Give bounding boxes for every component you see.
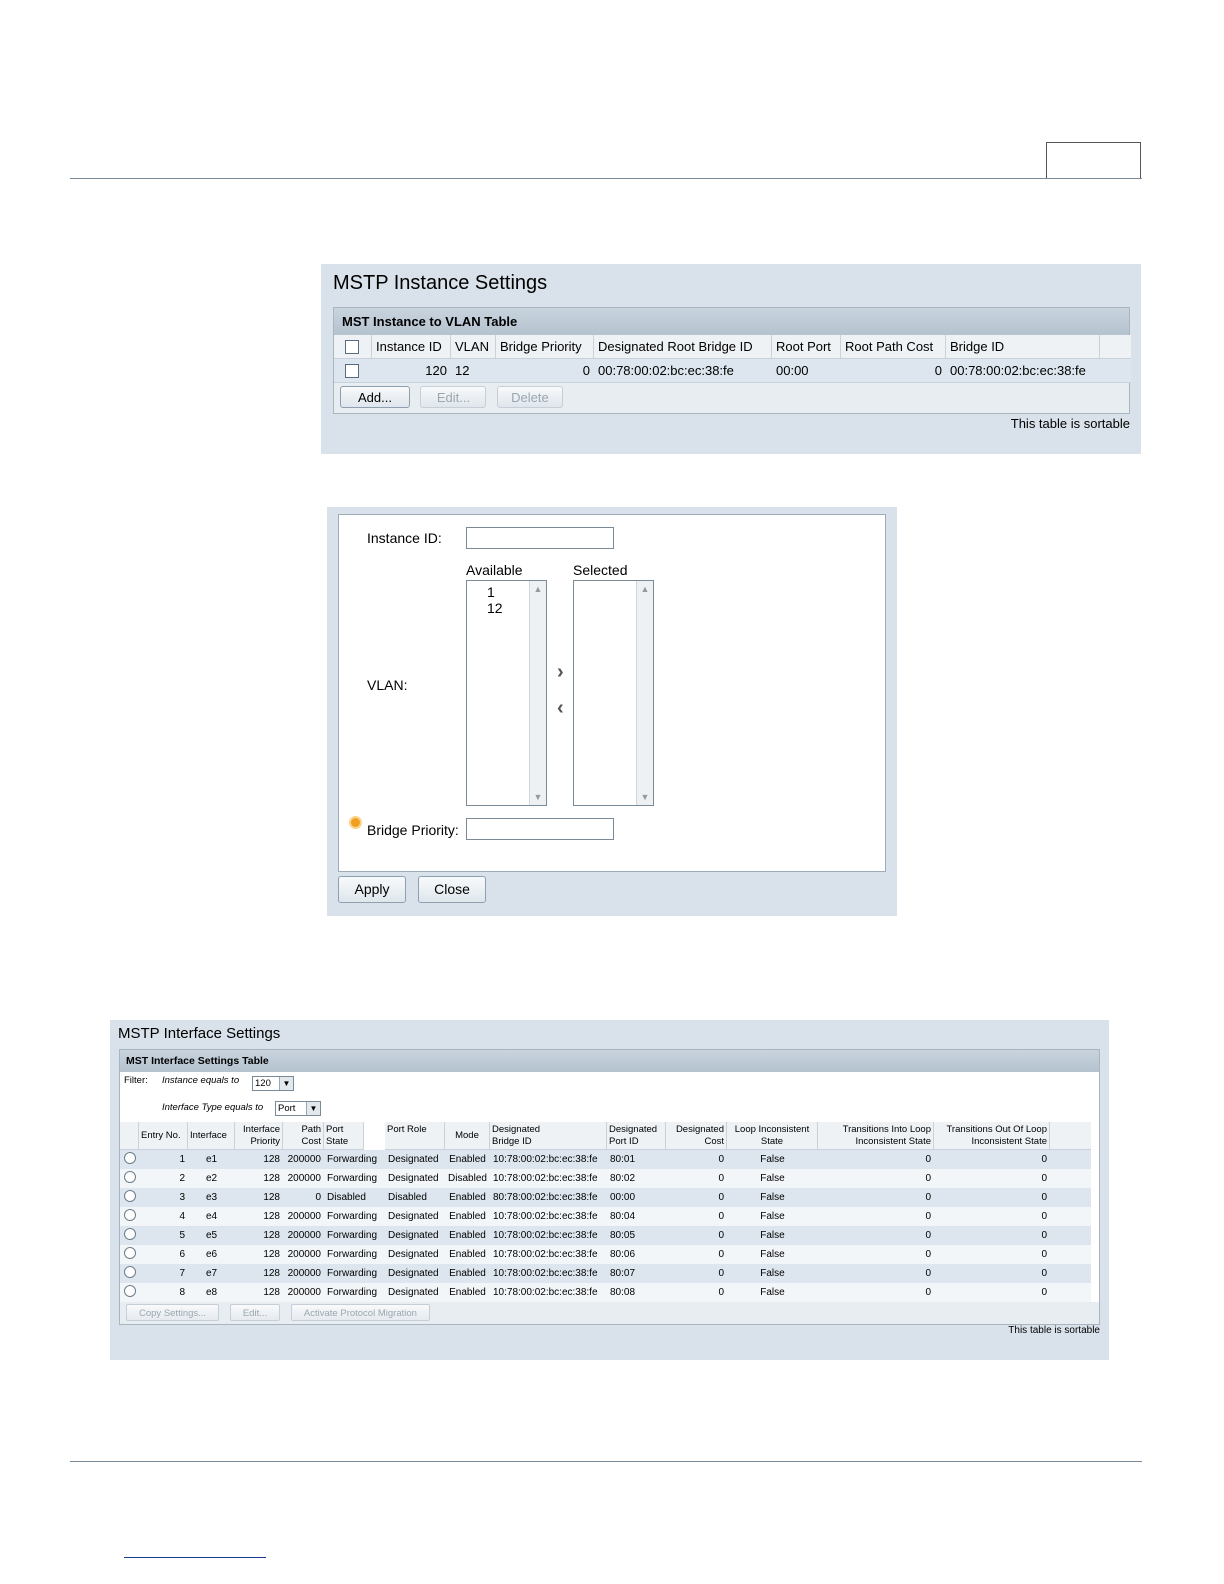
col-header-mode[interactable]: Mode [445,1122,490,1150]
type-filter-select[interactable] [275,1101,321,1116]
cell-bridge-priority: 0 [496,359,594,383]
cell-designated-cost: 0 [666,1188,727,1207]
row-radio-cell [120,1150,139,1169]
move-left-icon[interactable]: ‹ [557,697,564,719]
mst-interface-settings-table [119,1049,1100,1325]
bridge-priority-label: Bridge Priority: [367,822,459,838]
cell-designated-cost: 0 [666,1283,727,1302]
table-grid [334,335,1129,383]
row-filler [1050,1188,1091,1207]
row-radio-cell [120,1283,139,1302]
col-header-filler [1100,335,1131,359]
cell-mode: Enabled [445,1188,490,1207]
cell-designated-bridge-id: 10:78:00:02:bc:ec:38:fe [490,1264,607,1283]
cell-port-role: Designated [385,1283,445,1302]
cell-path-cost: 200000 [283,1226,324,1245]
instance-filter-select[interactable] [252,1076,294,1091]
type-filter-value: Port [278,1103,296,1114]
col-header-designated-cost[interactable]: Designated Cost [666,1122,727,1150]
cell-interface-priority: 128 [235,1245,283,1264]
cell-interface: e3 [188,1188,235,1207]
row-radio-cell [120,1226,139,1245]
interface-grid [120,1122,1099,1302]
move-right-icon[interactable]: › [557,661,564,683]
cell-entry-no: 1 [139,1150,188,1169]
cell-entry-no: 4 [139,1207,188,1226]
cell-entry-no: 5 [139,1226,188,1245]
col-header-port-role[interactable]: Port Role [385,1122,445,1150]
cell-transitions-out-of: 0 [934,1226,1050,1245]
cell-designated-cost: 0 [666,1245,727,1264]
cell-mode: Enabled [445,1207,490,1226]
cell-mode: Enabled [445,1283,490,1302]
row-radio-button[interactable] [124,1152,136,1164]
header-rule [70,178,1142,179]
cell-designated-bridge-id: 10:78:00:02:bc:ec:38:fe [490,1207,607,1226]
row-radio-button[interactable] [124,1247,136,1259]
table-button-bar [334,383,1129,413]
col-header-interface[interactable]: Interface [188,1122,235,1150]
cell-port-state: Forwarding [324,1245,385,1264]
cell-path-cost: 200000 [283,1150,324,1169]
row-radio-cell [120,1245,139,1264]
cell-port-role: Designated [385,1245,445,1264]
cell-designated-port-id: 80:02 [607,1169,666,1188]
cell-entry-no: 3 [139,1188,188,1207]
cell-transitions-into: 0 [818,1169,934,1188]
row-radio-button[interactable] [124,1266,136,1278]
cell-designated-bridge-id: 80:78:00:02:bc:ec:38:fe [490,1188,607,1207]
cell-designated-port-id: 80:01 [607,1150,666,1169]
row-radio-button[interactable] [124,1209,136,1221]
cell-designated-port-id: 80:08 [607,1283,666,1302]
cell-mode: Disabled [445,1169,490,1188]
col-header-path-cost[interactable]: Path Cost [283,1122,324,1150]
cell-entry-no: 7 [139,1264,188,1283]
cell-interface: e8 [188,1283,235,1302]
mstp-instance-settings-panel [321,264,1141,454]
cell-transitions-out-of: 0 [934,1264,1050,1283]
cell-designated-cost: 0 [666,1207,727,1226]
copy-settings-button[interactable]: Copy Settings... [126,1304,219,1321]
cell-interface-priority: 128 [235,1169,283,1188]
cell-port-state: Forwarding [324,1169,385,1188]
cell-designated-port-id: 80:04 [607,1207,666,1226]
col-header-transitions-out-of[interactable]: Transitions Out Of Loop Inconsistent State [934,1122,1050,1150]
row-filler [1050,1169,1091,1188]
cell-designated-bridge-id: 10:78:00:02:bc:ec:38:fe [490,1283,607,1302]
footer-rule [70,1461,1142,1462]
chevron-down-icon[interactable]: ▼ [306,1102,320,1115]
cell-designated-port-id: 80:05 [607,1226,666,1245]
cell-designated-cost: 0 [666,1150,727,1169]
cell-interface-priority: 128 [235,1207,283,1226]
cell-loop-inconsistent-state: False [727,1283,818,1302]
cell-port-role: Designated [385,1169,445,1188]
cell-loop-inconsistent-state: False [727,1150,818,1169]
cell-port-state: Forwarding [324,1283,385,1302]
apply-button[interactable]: Apply [338,876,406,903]
add-button[interactable]: Add... [340,386,410,408]
row-filler [1050,1226,1091,1245]
instance-id-input[interactable] [466,527,614,549]
col-header-entry-no[interactable]: Entry No. [139,1122,188,1150]
col-header-port-state[interactable]: Port State [324,1122,364,1150]
selected-label: Selected [573,562,628,578]
available-option[interactable]: 12 [487,600,503,616]
table-caption: MST Instance to VLAN Table [334,308,1129,335]
row-filler [1050,1207,1091,1226]
cell-designated-bridge-id: 10:78:00:02:bc:ec:38:fe [490,1169,607,1188]
cell-interface-priority: 128 [235,1283,283,1302]
cell-port-role: Designated [385,1226,445,1245]
scroll-up-icon[interactable]: ▲ [533,584,543,594]
col-header-designated-bridge-id[interactable]: Designated Bridge ID [490,1122,607,1150]
scroll-down-icon[interactable]: ▼ [640,792,650,802]
cell-transitions-into: 0 [818,1188,934,1207]
instance-filter-value: 120 [255,1078,271,1089]
cell-port-role: Disabled [385,1188,445,1207]
edit-button[interactable]: Edit... [420,386,486,408]
bridge-priority-input[interactable] [466,818,614,840]
cell-designated-cost: 0 [666,1226,727,1245]
selected-vlan-list[interactable] [573,580,654,806]
cell-interface: e7 [188,1264,235,1283]
scroll-up-icon[interactable]: ▲ [640,584,650,594]
row-radio-cell [120,1188,139,1207]
interface-page-title: MSTP Interface Settings [118,1025,281,1042]
row-radio-button[interactable] [124,1228,136,1240]
sortable-note: This table is sortable [1010,416,1130,431]
cell-filler [1100,359,1131,383]
row-radio-button[interactable] [124,1285,136,1297]
mst-instance-vlan-table [333,307,1130,414]
cell-designated-bridge-id: 10:78:00:02:bc:ec:38:fe [490,1226,607,1245]
col-header-bridge-priority[interactable]: Bridge Priority [496,335,594,359]
cell-transitions-out-of: 0 [934,1207,1050,1226]
cell-interface: e1 [188,1150,235,1169]
row-radio-cell [120,1169,139,1188]
scrollbar[interactable] [529,581,546,805]
header-tab-box [1046,142,1141,178]
cell-designated-port-id: 00:00 [607,1188,666,1207]
cell-interface: e6 [188,1245,235,1264]
cell-designated-port-id: 80:07 [607,1264,666,1283]
instance-filter-label: Instance equals to [162,1075,240,1086]
cell-port-state: Forwarding [324,1207,385,1226]
cell-designated-bridge-id: 10:78:00:02:bc:ec:38:fe [490,1245,607,1264]
cell-entry-no: 2 [139,1169,188,1188]
cell-interface: e2 [188,1169,235,1188]
cell-interface-priority: 128 [235,1188,283,1207]
type-filter-label: Interface Type equals to [162,1102,264,1113]
cell-instance-id: 120 [372,359,451,383]
select-all-cell [334,335,372,359]
interface-button-bar [120,1302,1099,1324]
cell-port-state: Disabled [324,1188,385,1207]
col-header-designated-root-bridge-id[interactable]: Designated Root Bridge ID [594,335,772,359]
col-header-bridge-id[interactable]: Bridge ID [946,335,1100,359]
chevron-down-icon[interactable]: ▼ [279,1077,293,1090]
col-header-transitions-into[interactable]: Transitions Into Loop Inconsistent State [818,1122,934,1150]
cell-path-cost: 200000 [283,1207,324,1226]
required-field-icon [351,818,360,827]
activate-protocol-migration-button[interactable]: Activate Protocol Migration [291,1304,430,1321]
cell-transitions-out-of: 0 [934,1169,1050,1188]
cell-root-path-cost: 0 [841,359,946,383]
cell-designated-cost: 0 [666,1169,727,1188]
cell-port-state: Forwarding [324,1150,385,1169]
cell-interface: e4 [188,1207,235,1226]
row-filler [1050,1245,1091,1264]
cell-designated-root-bridge-id: 00:78:00:02:bc:ec:38:fe [594,359,772,383]
cell-transitions-out-of: 0 [934,1188,1050,1207]
cell-mode: Enabled [445,1264,490,1283]
col-header-designated-port-id[interactable]: Designated Port ID [607,1122,666,1150]
cell-path-cost: 200000 [283,1169,324,1188]
select-all-checkbox[interactable] [345,340,359,354]
row-radio-button[interactable] [124,1190,136,1202]
cell-interface-priority: 128 [235,1264,283,1283]
available-option[interactable]: 1 [487,584,495,600]
cell-transitions-into: 0 [818,1283,934,1302]
scroll-down-icon[interactable]: ▼ [533,792,543,802]
row-filler [1050,1264,1091,1283]
cell-bridge-id: 00:78:00:02:bc:ec:38:fe [946,359,1100,383]
available-label: Available [466,562,523,578]
cell-port-state: Forwarding [324,1264,385,1283]
cell-entry-no: 8 [139,1283,188,1302]
row-radio-button[interactable] [124,1171,136,1183]
cell-designated-cost: 0 [666,1264,727,1283]
cell-interface-priority: 128 [235,1150,283,1169]
cell-mode: Enabled [445,1150,490,1169]
cell-loop-inconsistent-state: False [727,1245,818,1264]
col-header-select [120,1122,139,1150]
cell-path-cost: 200000 [283,1283,324,1302]
cell-transitions-into: 0 [818,1245,934,1264]
cell-root-port: 00:00 [772,359,841,383]
table-caption: MST Interface Settings Table [120,1050,1099,1072]
filter-label: Filter: [124,1075,148,1086]
cell-designated-port-id: 80:06 [607,1245,666,1264]
row-select-cell [334,359,372,383]
interface-sortable-note: This table is sortable [1008,1325,1100,1336]
scrollbar[interactable] [636,581,653,805]
vlan-label: VLAN: [367,677,408,693]
cell-port-role: Designated [385,1150,445,1169]
cell-vlan: 12 [451,359,496,383]
cell-interface-priority: 128 [235,1226,283,1245]
cell-interface: e5 [188,1226,235,1245]
delete-button[interactable]: Delete [497,386,563,408]
col-header-interface-priority[interactable]: Interface Priority [235,1122,283,1150]
cell-mode: Enabled [445,1245,490,1264]
cell-transitions-into: 0 [818,1226,934,1245]
cell-loop-inconsistent-state: False [727,1188,818,1207]
cell-path-cost: 200000 [283,1264,324,1283]
col-header-instance-id[interactable]: Instance ID [372,335,451,359]
col-header-vlan[interactable]: VLAN [451,335,496,359]
col-header-root-port[interactable]: Root Port [772,335,841,359]
cell-loop-inconsistent-state: False [727,1169,818,1188]
col-header-filler [1050,1122,1091,1150]
row-filler [1050,1150,1091,1169]
col-header-root-path-cost[interactable]: Root Path Cost [841,335,946,359]
cell-loop-inconsistent-state: False [727,1207,818,1226]
cell-transitions-into: 0 [818,1150,934,1169]
cell-path-cost: 0 [283,1188,324,1207]
row-filler [1050,1283,1091,1302]
edit-interface-button[interactable]: Edit... [230,1304,280,1321]
cell-entry-no: 6 [139,1245,188,1264]
cell-transitions-out-of: 0 [934,1150,1050,1169]
cell-transitions-out-of: 0 [934,1283,1050,1302]
cell-transitions-out-of: 0 [934,1245,1050,1264]
row-radio-cell [120,1207,139,1226]
cell-loop-inconsistent-state: False [727,1264,818,1283]
row-checkbox[interactable] [345,364,359,378]
cell-transitions-into: 0 [818,1207,934,1226]
footer-link-underline [124,1557,266,1558]
cell-port-role: Designated [385,1264,445,1283]
cell-designated-bridge-id: 10:78:00:02:bc:ec:38:fe [490,1150,607,1169]
cell-loop-inconsistent-state: False [727,1226,818,1245]
available-vlan-list[interactable] [466,580,547,806]
cell-port-state: Forwarding [324,1226,385,1245]
col-header-loop-inconsistent-state[interactable]: Loop Inconsistent State [727,1122,818,1150]
page-title: MSTP Instance Settings [333,272,548,294]
cell-port-role: Designated [385,1207,445,1226]
close-button[interactable]: Close [418,876,486,903]
cell-path-cost: 200000 [283,1245,324,1264]
filter-area [120,1072,1099,1122]
mstp-interface-settings-panel [110,1020,1109,1360]
cell-mode: Enabled [445,1226,490,1245]
row-radio-cell [120,1264,139,1283]
cell-transitions-into: 0 [818,1264,934,1283]
instance-id-label: Instance ID: [367,530,442,546]
